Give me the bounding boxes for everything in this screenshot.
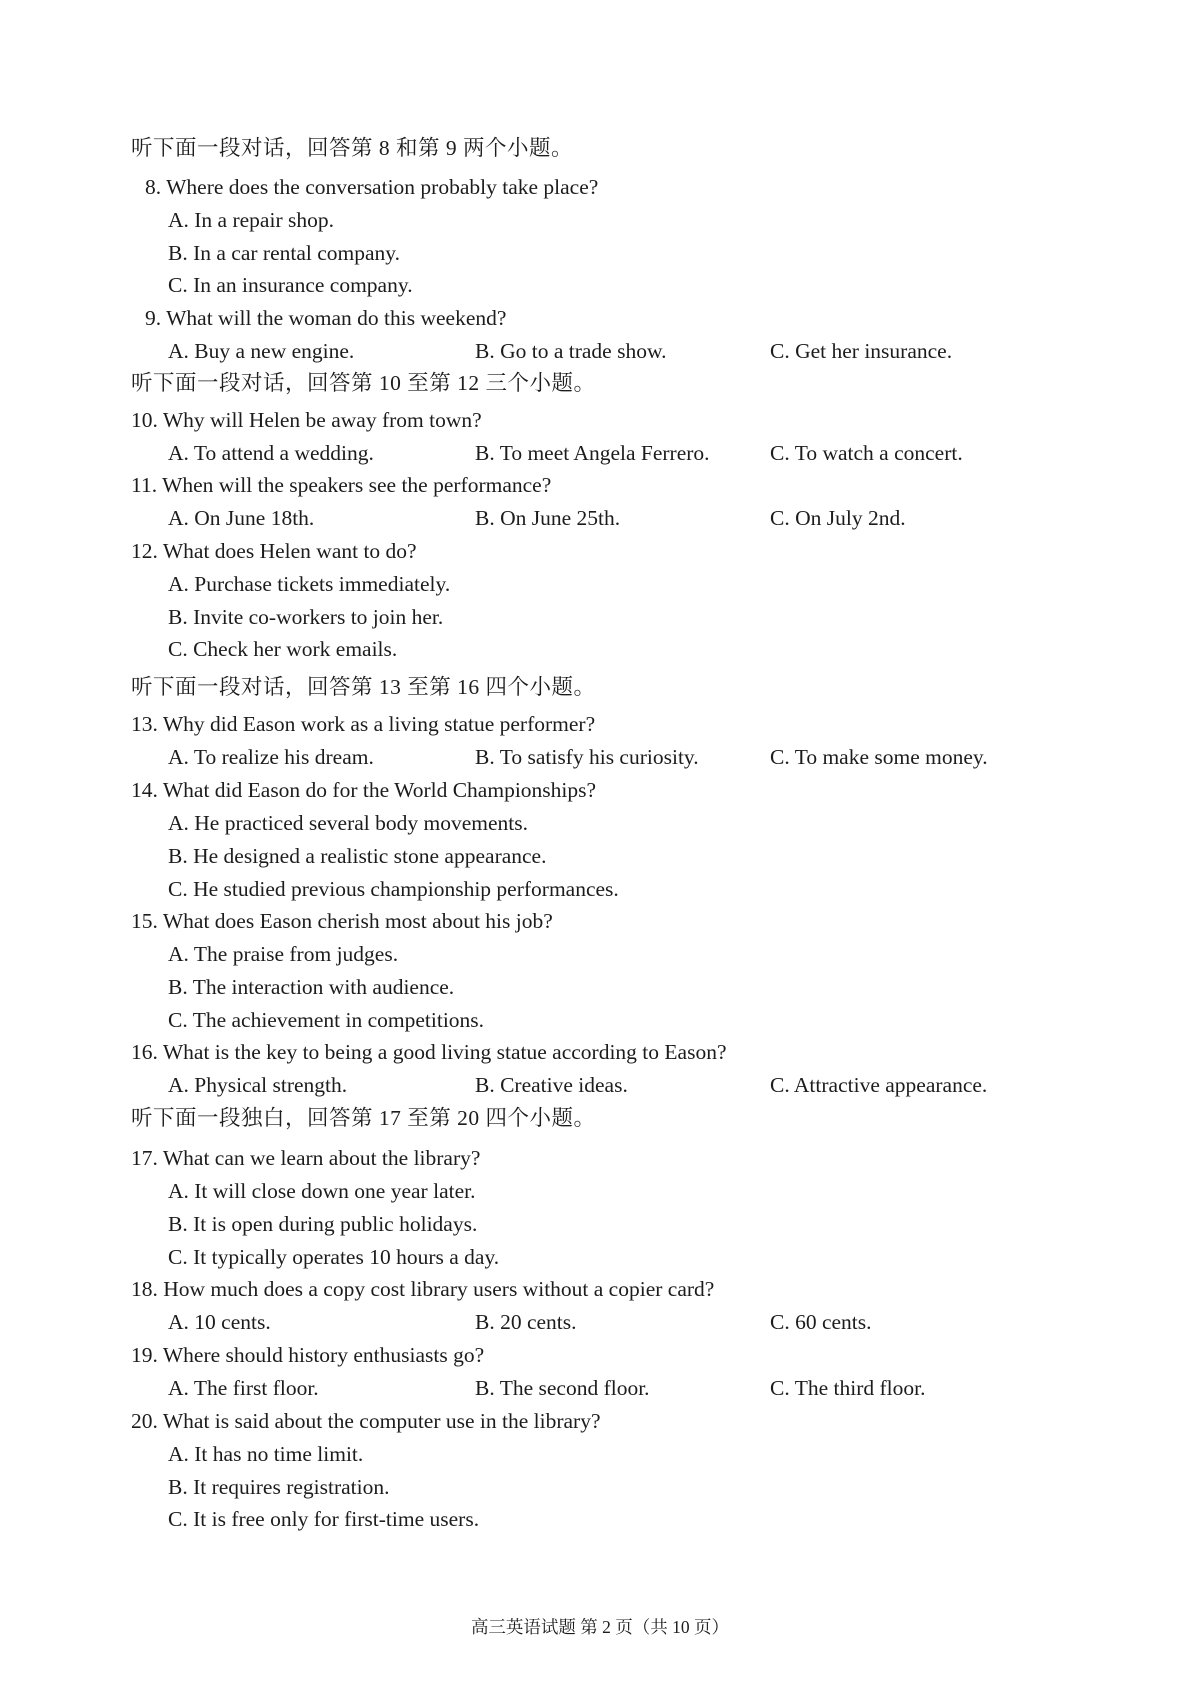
answer-option: C. It typically operates 10 hours a day.: [168, 1245, 500, 1269]
option-c: C. To watch a concert.: [770, 441, 963, 465]
answer-option: B. The interaction with audience.: [168, 975, 455, 999]
question-stem: 16. What is the key to being a good living statue according to Eason?: [131, 1040, 727, 1064]
answer-option: B. In a car rental company.: [168, 241, 401, 265]
answer-option: B. It is open during public holidays.: [168, 1212, 478, 1236]
answer-option: C. It is free only for first-time users.: [168, 1507, 480, 1531]
option-b: B. To meet Angela Ferrero.: [475, 441, 710, 465]
section-instruction: 听下面一段对话，回答第 8 和第 9 两个小题。: [131, 136, 574, 160]
question-stem: 8. Where does the conversation probably take place?: [145, 175, 599, 199]
option-b: B. On June 25th.: [475, 506, 621, 530]
answer-option: C. Check her work emails.: [168, 637, 398, 661]
answer-option: B. Invite co-workers to join her.: [168, 605, 444, 629]
option-b: B. The second floor.: [475, 1376, 650, 1400]
option-a: A. To realize his dream.: [168, 745, 374, 769]
question-stem: 17. What can we learn about the library?: [131, 1146, 481, 1170]
answer-option: B. He designed a realistic stone appearance.: [168, 844, 547, 868]
answer-option: C. In an insurance company.: [168, 273, 413, 297]
answer-option: C. He studied previous championship performances.: [168, 877, 619, 901]
option-c: C. Attractive appearance.: [770, 1073, 988, 1097]
option-b: B. Creative ideas.: [475, 1073, 628, 1097]
question-stem: 19. Where should history enthusiasts go?: [131, 1343, 485, 1367]
answer-option: A. The praise from judges.: [168, 942, 399, 966]
option-b: B. Go to a trade show.: [475, 339, 667, 363]
answer-option: A. He practiced several body movements.: [168, 811, 528, 835]
option-c: C. 60 cents.: [770, 1310, 872, 1334]
question-stem: 15. What does Eason cherish most about his job?: [131, 909, 553, 933]
question-stem: 9. What will the woman do this weekend?: [145, 306, 507, 330]
answer-option: A. It has no time limit.: [168, 1442, 364, 1466]
answer-option: A. It will close down one year later.: [168, 1179, 476, 1203]
page-footer: 高三英语试题 第 2 页（共 10 页）: [470, 1617, 730, 1637]
section-instruction: 听下面一段对话，回答第 10 至第 12 三个小题。: [131, 371, 596, 395]
question-stem: 14. What did Eason do for the World Championships?: [131, 778, 597, 802]
option-c: C. Get her insurance.: [770, 339, 953, 363]
option-a: A. Physical strength.: [168, 1073, 348, 1097]
answer-option: A. Purchase tickets immediately.: [168, 572, 451, 596]
option-a: A. Buy a new engine.: [168, 339, 355, 363]
answer-option: C. The achievement in competitions.: [168, 1008, 485, 1032]
question-stem: 12. What does Helen want to do?: [131, 539, 417, 563]
option-b: B. To satisfy his curiosity.: [475, 745, 699, 769]
answer-option: A. In a repair shop.: [168, 208, 334, 232]
question-stem: 11. When will the speakers see the performance?: [131, 473, 552, 497]
option-a: A. The first floor.: [168, 1376, 319, 1400]
option-a: A. On June 18th.: [168, 506, 315, 530]
question-stem: 18. How much does a copy cost library users without a copier card?: [131, 1277, 715, 1301]
question-stem: 10. Why will Helen be away from town?: [131, 408, 482, 432]
option-c: C. To make some money.: [770, 745, 988, 769]
question-stem: 13. Why did Eason work as a living statue performer?: [131, 712, 596, 736]
section-instruction: 听下面一段独白，回答第 17 至第 20 四个小题。: [131, 1106, 596, 1130]
section-instruction: 听下面一段对话，回答第 13 至第 16 四个小题。: [131, 675, 596, 699]
answer-option: B. It requires registration.: [168, 1475, 390, 1499]
option-a: A. To attend a wedding.: [168, 441, 374, 465]
option-c: C. The third floor.: [770, 1376, 926, 1400]
option-a: A. 10 cents.: [168, 1310, 271, 1334]
question-stem: 20. What is said about the computer use in the library?: [131, 1409, 601, 1433]
option-c: C. On July 2nd.: [770, 506, 906, 530]
option-b: B. 20 cents.: [475, 1310, 577, 1334]
